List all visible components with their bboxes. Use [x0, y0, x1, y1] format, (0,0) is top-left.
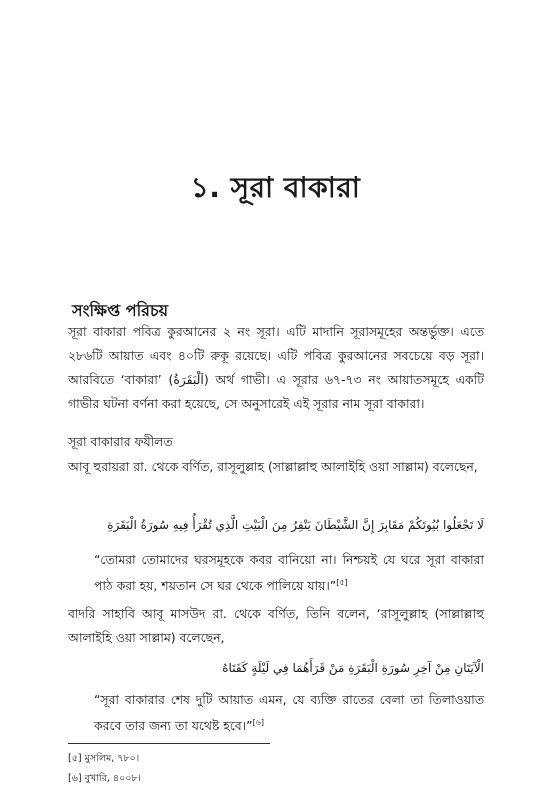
narration-paragraph-2: বাদরি সাহাবি আবূ মাসউদ রা. থেকে বর্ণিত, তিনি বলেন, ‘রাসূলুল্লাহ (সাল্লাল্লাহু আলাইহি ওয়া সাল্লাম) বলেছেন,: [68, 606, 484, 645]
narration-paragraph-1: আবূ হুরায়রা রা. থেকে বর্ণিত, রাসূলুল্লাহ (সাল্লাল্লাহু আলাইহি ওয়া সাল্লাম) বলেছেন,: [68, 459, 478, 474]
footnote-ref-6: [৬]: [252, 718, 264, 727]
section-heading-intro: সংক্ষিপ্ত পরিচয়: [72, 301, 169, 320]
footnote-1: [৫] মুসলিম, ৭৮০।: [68, 753, 140, 764]
hadith-quote-1: [94, 548, 484, 597]
arabic-hadith-2: الْآيَتَانِ مِنْ آخِرِ سُورَةِ الْبَقَرَةِ مَنْ قَرَأَهُمَا فِي لَيْلَةٍ كَفَتَاهُ: [222, 661, 484, 675]
arabic-hadith-1: لَا تَجْعَلُوا بُيُوتَكُمْ مَقَابِرَ إِنَّ الشَّيْطَانَ يَنْفِرُ مِنَ الْبَيْتِ الَّذِي تُقْرَأُ فِيهِ سُورَةُ الْبَقَرَةِ: [107, 518, 484, 532]
hadith-quote-2-text: “সূরা বাকারার শেষ দুটি আয়াত এমন, যে ব্যক্তি রাতের বেলা তা তিলাওয়াত করবে তার জন্য তা যথেষ্ট হবে।”: [94, 692, 484, 734]
footnote-divider: [68, 743, 270, 744]
footnote-ref-5: [৫]: [336, 578, 348, 587]
virtue-heading: সূরা বাকারার ফযীলত: [68, 434, 173, 449]
intro-paragraph: সূরা বাকারা পবিত্র কুরআনের ২ নং সূরা। এটি মাদানি সূরাসমূহের অন্তর্ভুক্ত। এতে ২৮৬টি আয়াত এবং ৪০টি রুকূ রয়েছে। এটি পবিত্র কুরআনের সবচেয়ে বড় সূরা। আরবিতে ‘বাকারা’ (اَلْبَقَرَةُ) অর্থ গাভী। এ সূরার ৬৭-৭৩ নং আয়াতসমূহে একটি গাভীর ঘটনা বর্ণনা করা হয়েছে, সে অনুসারেই এই সূরার নাম সূরা বাকারা।: [68, 324, 485, 411]
footnote-2: [৬] বুখারি, ৪০০৮।: [68, 773, 141, 784]
hadith-quote-2: [94, 688, 484, 737]
chapter-title: ১. সূরা বাকারা: [190, 171, 361, 204]
hadith-quote-1-text: “তোমরা তোমাদের ঘরসমূহকে কবর বানিয়ো না। নিশ্চয়ই যে ঘরে সূরা বাকারা পাঠ করা হয়, শয়তান সে ঘর থেকে পালিয়ে যায়।”: [94, 552, 484, 594]
